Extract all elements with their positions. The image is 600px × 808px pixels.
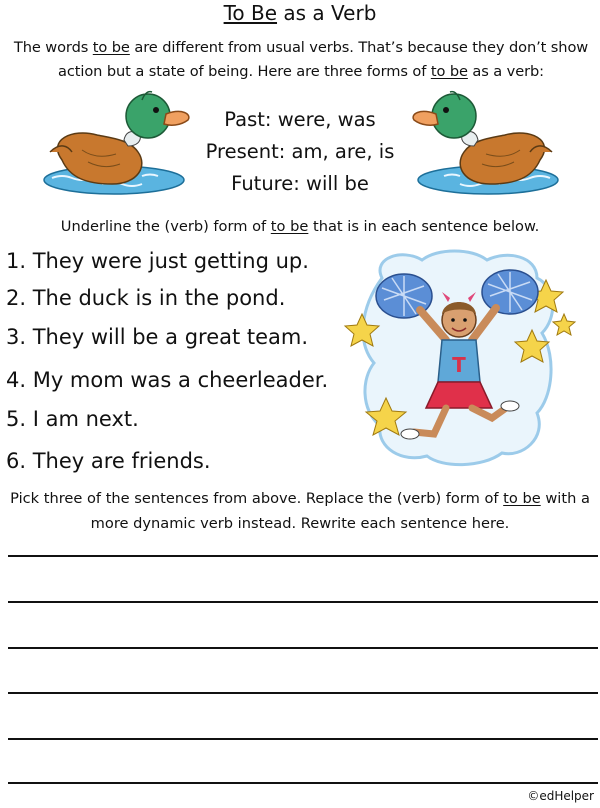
writing-line-5[interactable] — [8, 738, 598, 740]
instruction-text-2: that is in each sentence below. — [308, 218, 540, 235]
rewrite-instruction — [0, 486, 600, 536]
task-text-1: Pick three of the sentences from above. Replace the (verb) form of — [10, 490, 504, 507]
sentence-6[interactable]: 6. They are friends. — [6, 449, 211, 473]
intro-text-1: The words — [13, 39, 93, 56]
intro-text-3: as a verb: — [467, 63, 544, 80]
title-rest: as a Verb — [277, 1, 377, 25]
page-title — [0, 0, 600, 26]
instruction-underlined: to be — [270, 218, 309, 235]
intro-underlined-1: to be — [92, 39, 130, 56]
form-future: Future: will be — [231, 172, 369, 195]
underline-instruction — [0, 216, 600, 238]
sentence-1[interactable]: 1. They were just getting up. — [6, 249, 309, 273]
intro-text-2: are different from usual verbs. That’s because they don’t show action but a state of being. Here are three forms of — [58, 39, 589, 80]
writing-line-4[interactable] — [8, 692, 598, 694]
shirt-letter: T — [452, 353, 466, 377]
sentence-3[interactable]: 3. They will be a great team. — [6, 325, 309, 349]
cheerleader-illustration — [342, 248, 580, 470]
duck-left-illustration — [42, 80, 202, 198]
writing-line-1[interactable] — [8, 555, 598, 557]
instruction-text-1: Underline the (verb) form of — [60, 218, 271, 235]
intro-underlined-2: to be — [430, 63, 468, 80]
sentence-4[interactable]: 4. My mom was a cheerleader. — [6, 368, 329, 392]
duck-right-illustration — [400, 80, 560, 198]
copyright-credit: ©edHelper — [527, 789, 594, 803]
sentence-2[interactable]: 2. The duck is in the pond. — [6, 286, 286, 310]
writing-line-6[interactable] — [8, 782, 598, 784]
title-underlined: To Be — [223, 1, 278, 25]
writing-line-3[interactable] — [8, 647, 598, 649]
task-underlined: to be — [503, 490, 541, 507]
writing-line-2[interactable] — [8, 601, 598, 603]
sentence-5[interactable]: 5. I am next. — [6, 407, 139, 431]
form-past: Past: were, was — [224, 108, 376, 131]
task-text-2: with a more dynamic verb instead. Rewrite each sentence here. — [90, 490, 590, 532]
intro-paragraph — [4, 36, 598, 84]
form-present: Present: am, are, is — [205, 140, 395, 163]
